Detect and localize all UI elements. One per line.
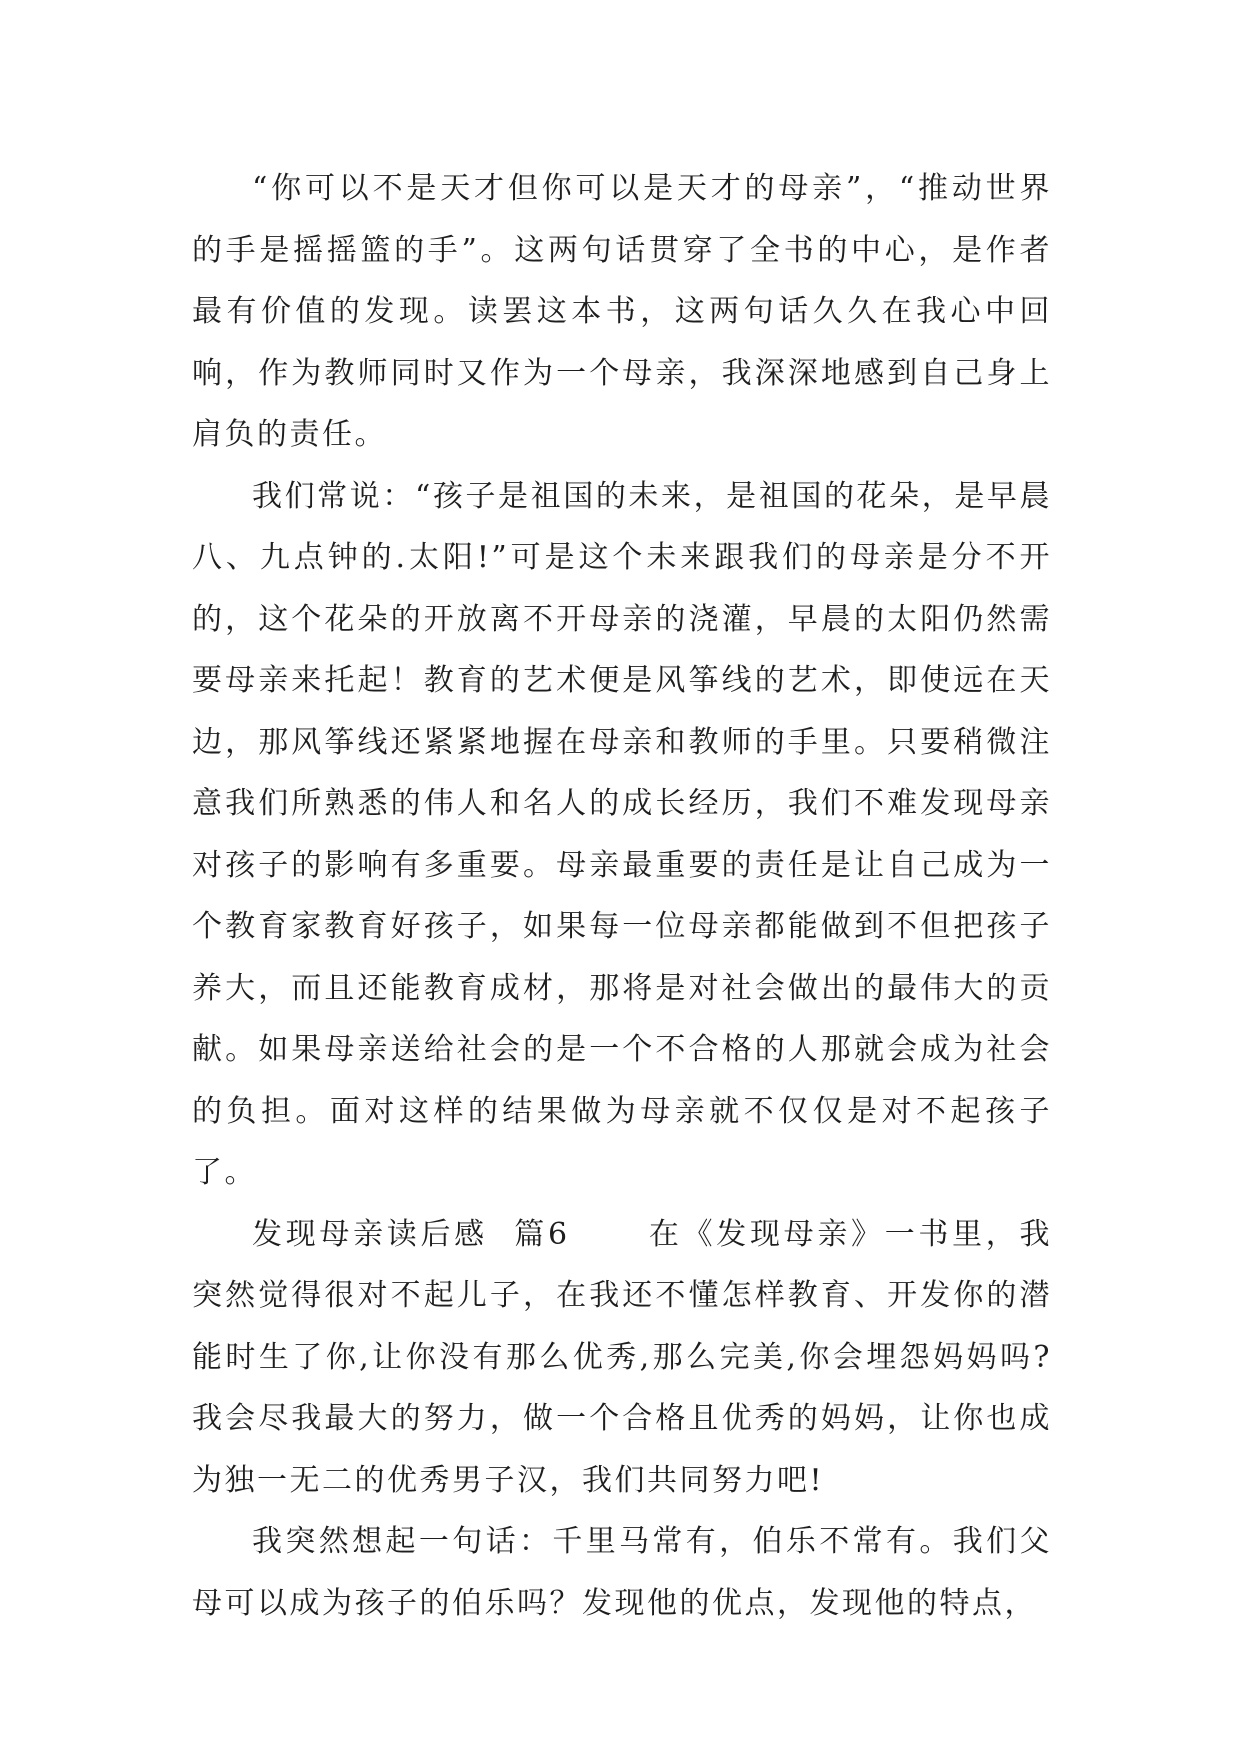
paragraph-3: 发现母亲读后感 篇6 在《发现母亲》一书里，我突然觉得很对不起儿子，在我还不懂怎样教育、开发你的潜能时生了你,让你没有那么优秀,那么完美,你会埋怨妈妈吗?我会尽我最大的努力，做一个合格且优秀的妈妈，让你也成为独一无二的优秀男子汉，我们共同努力吧! — [192, 1216, 1052, 1498]
paragraph-2: 我们常说：“孩子是祖国的未来，是祖国的花朵，是早晨八、九点钟的.太阳!”可是这个未来跟我们的母亲是分不开的，这个花朵的开放离不开母亲的浇灌，早晨的太阳仍然需要母亲来托起！教育的艺术便是风筝线的艺术，即使远在天边，那风筝线还紧紧地握在母亲和教师的手里。只要稍微注意我们所熟悉的伟人和名人的成长经历，我们不难发现母亲对孩子的影响有多重要。母亲最重要的责任是让自己成为一个教育家教育好孩子，如果每一位母亲都能做到不但把孩子养大，而且还能教育成材，那将是对社会做出的最伟大的贡献。如果母亲送给社会的是一个不合格的人那就会成为社会的负担。面对这样的结果做为母亲就不仅仅是对不起孩子了。 — [192, 478, 1052, 1190]
paragraph-4: 我突然想起一句话：千里马常有，伯乐不常有。我们父母可以成为孩子的伯乐吗？发现他的优点，发现他的特点， — [192, 1524, 1052, 1621]
paragraph-1: “你可以不是天才但你可以是天才的母亲”，“推动世界的手是摇摇篮的手”。这两句话贯穿了全书的中心，是作者最有价值的发现。读罢这本书，这两句话久久在我心中回响，作为教师同时又作为一个母亲，我深深地感到自己身上肩负的责任。 — [192, 171, 1052, 452]
document-body — [192, 158, 1052, 1634]
